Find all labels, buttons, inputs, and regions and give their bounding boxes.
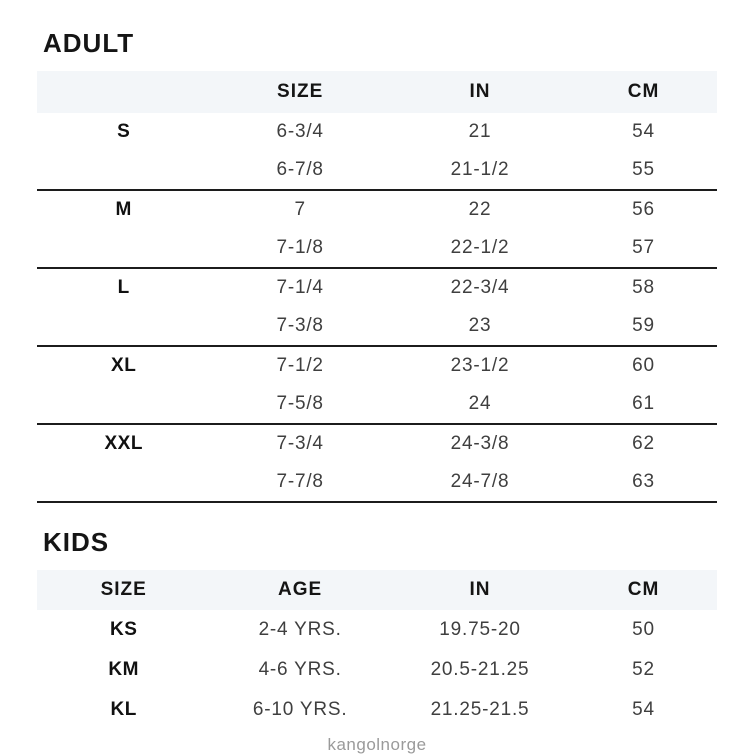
table-row (37, 269, 717, 307)
adult-table-header-row (37, 71, 717, 113)
inches-value: 22-3/4 (450, 277, 510, 298)
kids-header-age: AGE (278, 579, 323, 600)
size-label: KL (110, 699, 137, 720)
adult-size-group-l (37, 269, 717, 347)
adult-header-cm: CM (627, 81, 660, 102)
adult-size-group-xl (37, 347, 717, 425)
age-value: 6-10 YRS. (252, 699, 348, 720)
inches-value: 24-7/8 (450, 471, 510, 492)
inches-value: 20.5-21.25 (430, 659, 530, 680)
size-label: KS (109, 619, 138, 640)
kids-table-header-row (37, 570, 717, 610)
adult-size-group-xxl (37, 425, 717, 503)
table-row (37, 191, 717, 229)
age-value: 4-6 YRS. (258, 659, 342, 680)
hat-size-value: 7-5/8 (276, 393, 324, 414)
table-row (37, 151, 717, 189)
cm-value: 62 (632, 433, 655, 454)
cm-value: 56 (632, 199, 655, 220)
kids-header-size: SIZE (100, 579, 147, 600)
table-row (37, 347, 717, 385)
kids-header-in: IN (469, 579, 491, 600)
cm-value: 54 (632, 699, 655, 720)
inches-value: 19.75-20 (439, 619, 521, 640)
adult-size-table (37, 71, 717, 503)
size-label: KM (108, 659, 139, 680)
hat-size-value: 7-1/8 (276, 237, 324, 258)
cm-value: 52 (632, 659, 655, 680)
adult-size-group-m (37, 191, 717, 269)
inches-value: 21.25-21.5 (430, 699, 530, 720)
cm-value: 55 (632, 159, 655, 180)
hat-size-value: 7-3/8 (276, 315, 324, 336)
table-row (37, 307, 717, 345)
hat-size-value: 6-3/4 (276, 121, 324, 142)
inches-value: 22 (468, 199, 492, 220)
adult-section-title: ADULT (43, 28, 135, 58)
cm-value: 60 (632, 355, 655, 376)
inches-value: 24-3/8 (450, 433, 510, 454)
size-label: S (117, 121, 131, 142)
cm-value: 63 (632, 471, 655, 492)
hat-size-value: 7-3/4 (276, 433, 324, 454)
size-label: L (117, 277, 130, 298)
age-value: 2-4 YRS. (258, 619, 342, 640)
cm-value: 59 (632, 315, 655, 336)
inches-value: 23 (468, 315, 492, 336)
table-row (37, 610, 717, 650)
inches-value: 21 (468, 121, 492, 142)
inches-value: 23-1/2 (450, 355, 510, 376)
inches-value: 24 (468, 393, 492, 414)
kids-section (37, 527, 717, 730)
cm-value: 58 (632, 277, 655, 298)
table-row (37, 425, 717, 463)
size-label: M (115, 199, 132, 220)
table-row (37, 113, 717, 151)
hat-size-value: 7-7/8 (276, 471, 324, 492)
inches-value: 21-1/2 (450, 159, 510, 180)
adult-size-group-s (37, 113, 717, 191)
cm-value: 57 (632, 237, 655, 258)
kids-size-table (37, 570, 717, 730)
hat-size-value: 7-1/4 (276, 277, 324, 298)
table-row (37, 690, 717, 730)
hat-size-value: 7-1/2 (276, 355, 324, 376)
size-label: XXL (104, 433, 143, 454)
adult-section (37, 28, 717, 503)
cm-value: 61 (632, 393, 655, 414)
hat-size-value: 7 (294, 199, 306, 220)
inches-value: 22-1/2 (450, 237, 510, 258)
table-row (37, 385, 717, 423)
kids-section-title: KIDS (43, 527, 110, 557)
kids-header-cm: CM (627, 579, 660, 600)
size-label: XL (111, 355, 137, 376)
hat-size-value: 6-7/8 (276, 159, 324, 180)
table-row (37, 463, 717, 501)
brand-watermark: kangolnorge (327, 735, 427, 754)
adult-header-size: SIZE (277, 81, 324, 102)
adult-header-in: IN (469, 81, 491, 102)
table-row (37, 650, 717, 690)
table-row (37, 229, 717, 267)
cm-value: 54 (632, 121, 655, 142)
cm-value: 50 (632, 619, 655, 640)
